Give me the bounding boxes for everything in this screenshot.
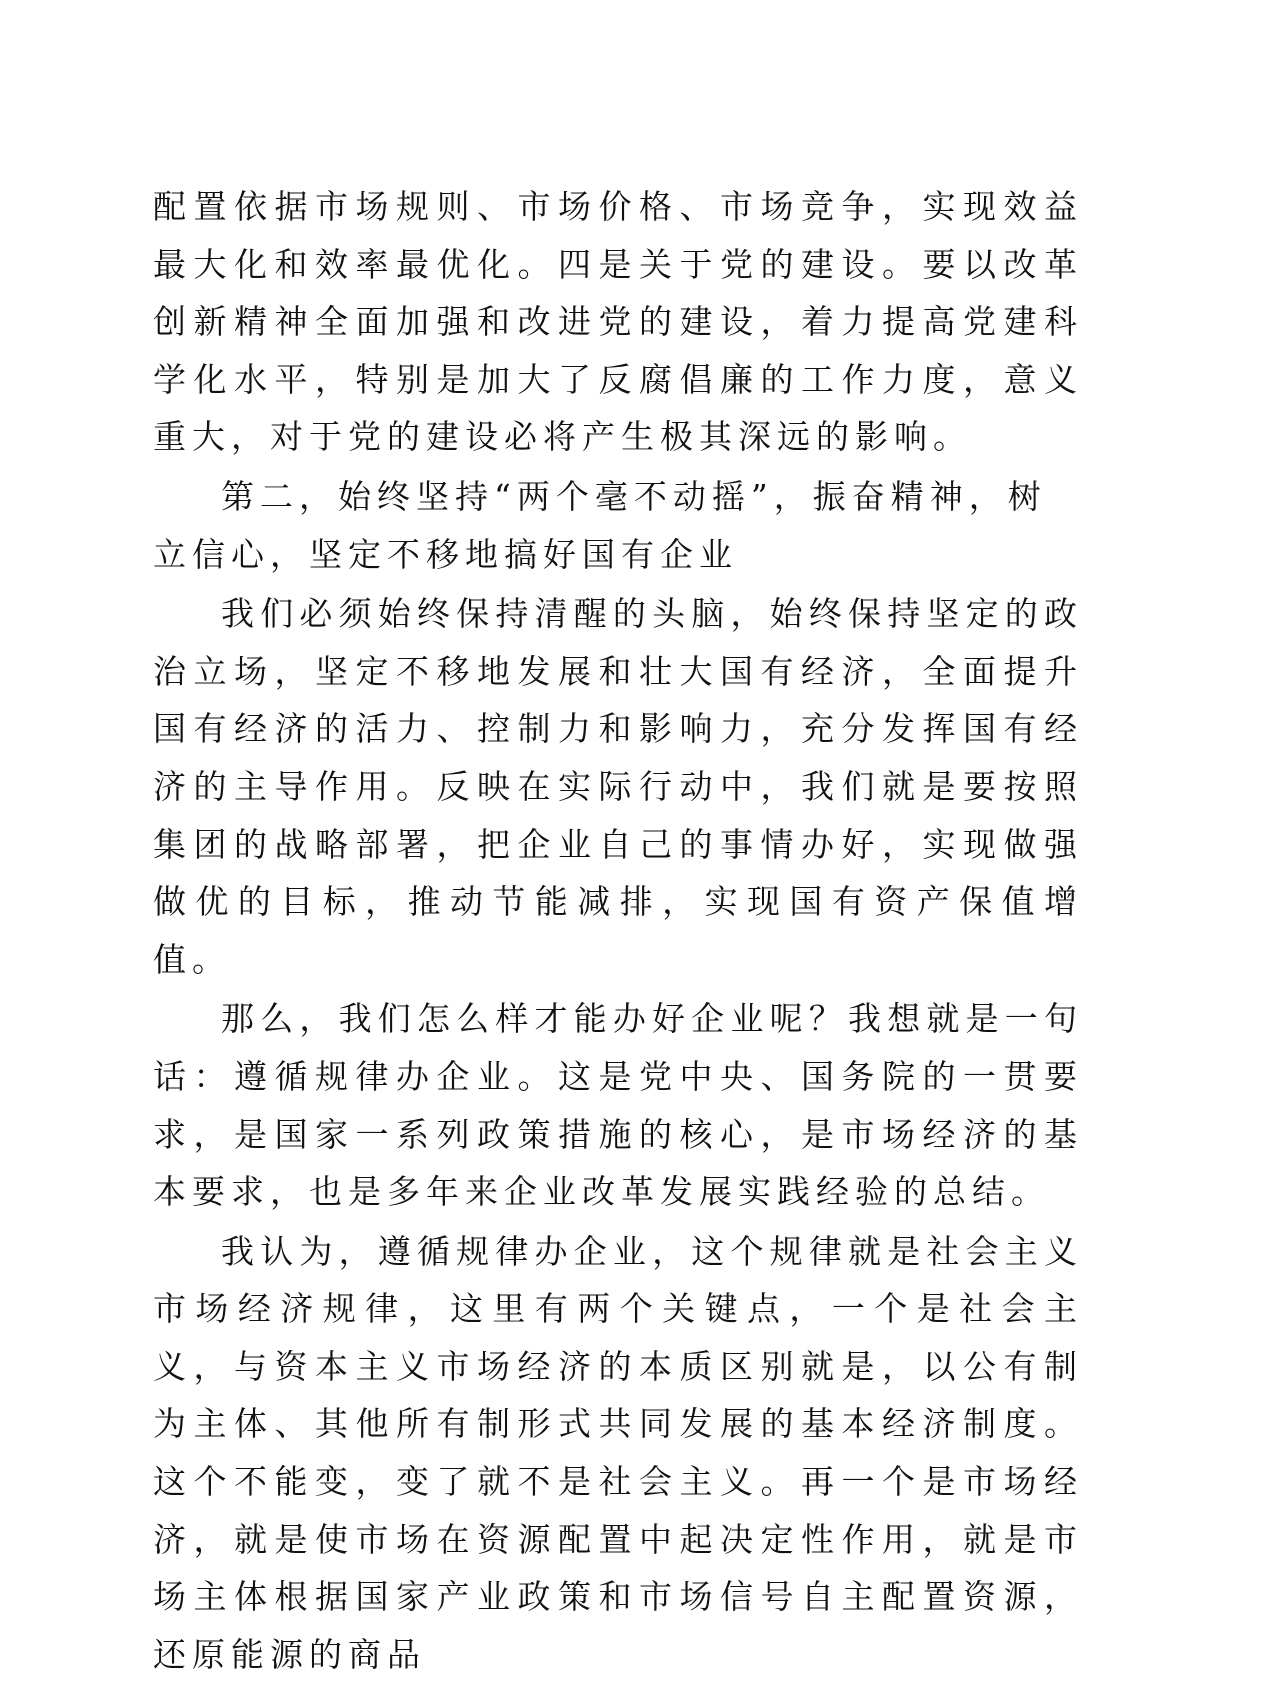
body-paragraph: 配置依据市场规则、市场价格、市场竞争，实现效益最大化和效率最优化。四是关于党的建设。要以改革创新精神全面加强和改进党的建设，着力提高党建科学化水平，特别是加大了反腐倡廉的工作力度，意义重大，对于党的建设必将产生极其深远的影响。 xyxy=(153,187,1083,457)
body-paragraph: 我认为，遵循规律办企业，这个规律就是社会主义市场经济规律，这里有两个关键点，一个是社会主义，与资本主义市场经济的本质区别就是，以公有制为主体、其他所有制形式共同发展的基本经济制度。这个不能变，变了就不是社会主义。再一个是市场经济，就是使市场在资源配置中起决定性作用，就是市场主体根据国家产业政策和市场信号自主配置资源，还原能源的商品 xyxy=(153,1231,1083,1674)
document-body xyxy=(153,178,1083,1685)
section-heading: 第二，始终坚持“两个毫不动摇”，振奋精神，树立信心，坚定不移地搞好国有企业 xyxy=(153,476,1047,574)
body-paragraph: 我们必须始终保持清醒的头脑，始终保持坚定的政治立场，坚定不移地发展和壮大国有经济，全面提升国有经济的活力、控制力和影响力，充分发挥国有经济的主导作用。反映在实际行动中，我们就是要按照集团的战略部署，把企业自己的事情办好，实现做强做优的目标，推动节能减排，实现国有资产保值增值。 xyxy=(153,594,1083,979)
body-paragraph: 那么，我们怎么样才能办好企业呢？我想就是一句话：遵循规律办企业。这是党中央、国务院的一贯要求，是国家一系列政策措施的核心，是市场经济的基本要求，也是多年来企业改革发展实践经验的总结。 xyxy=(153,999,1083,1212)
